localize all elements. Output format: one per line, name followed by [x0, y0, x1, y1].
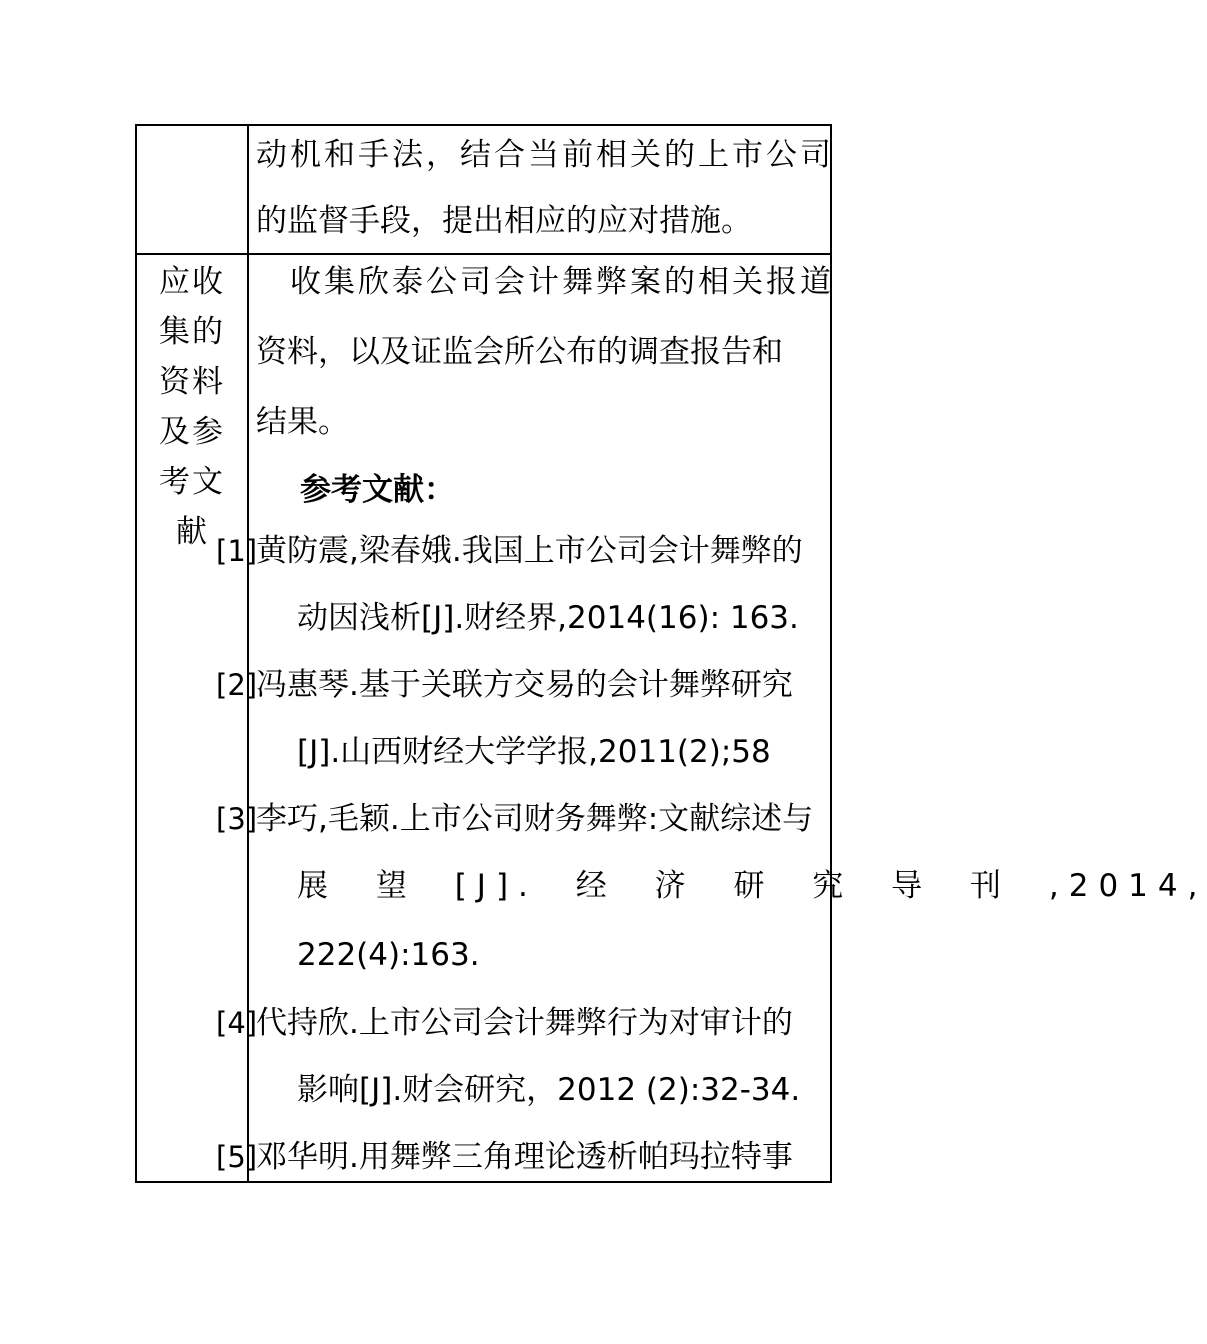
- ref-line: 代持欣.上市公司会计舞弊行为对审计的: [256, 1005, 793, 1041]
- ref-line: 李巧,毛颖.上市公司财务舞弊:文献综述与: [256, 801, 814, 837]
- content-paragraph-line1: 收集欣泰公司会计舞弊案的相关报道: [290, 264, 834, 300]
- row1-line1: 动机和手法，结合当前相关的上市公司: [256, 137, 834, 173]
- ref-line: 222(4):163.: [297, 937, 480, 973]
- label-line-6: 献: [176, 514, 209, 550]
- ref-number: [5]: [216, 1140, 258, 1174]
- label-line-1: 应收: [159, 264, 225, 300]
- label-line-5: 考文: [159, 464, 225, 500]
- ref-number: [4]: [216, 1006, 258, 1040]
- ref-line: 邓华明.用舞弊三角理论透析帕玛拉特事: [256, 1139, 793, 1175]
- ref-line: 展 望 [J]. 经 济 研 究 导 刊 ,2014,: [297, 868, 1207, 904]
- references-heading: 参考文献：: [300, 472, 455, 508]
- ref-line: 冯惠琴.基于关联方交易的会计舞弊研究: [256, 667, 793, 703]
- content-paragraph-line3: 结果。: [256, 404, 349, 440]
- ref-line: 黄防震,梁春娥.我国上市公司会计舞弊的: [256, 533, 803, 569]
- ref-number: [2]: [216, 668, 258, 702]
- ref-number: [1]: [216, 534, 258, 568]
- ref-line: 影响[J].财会研究，2012 (2):32-34.: [297, 1072, 801, 1108]
- row1-line2: 的监督手段，提出相应的应对措施。: [256, 203, 752, 239]
- ref-line: [J].山西财经大学学报,2011(2);58: [297, 734, 771, 770]
- ref-line: 动因浅析[J].财经界,2014(16): 163.: [297, 600, 799, 636]
- label-line-4: 及参: [159, 414, 225, 450]
- row-divider: [137, 253, 830, 255]
- content-paragraph-line2: 资料，以及证监会所公布的调查报告和: [256, 334, 783, 370]
- ref-number: [3]: [216, 802, 258, 836]
- label-line-2: 集的: [159, 314, 225, 350]
- label-line-3: 资料: [159, 364, 225, 400]
